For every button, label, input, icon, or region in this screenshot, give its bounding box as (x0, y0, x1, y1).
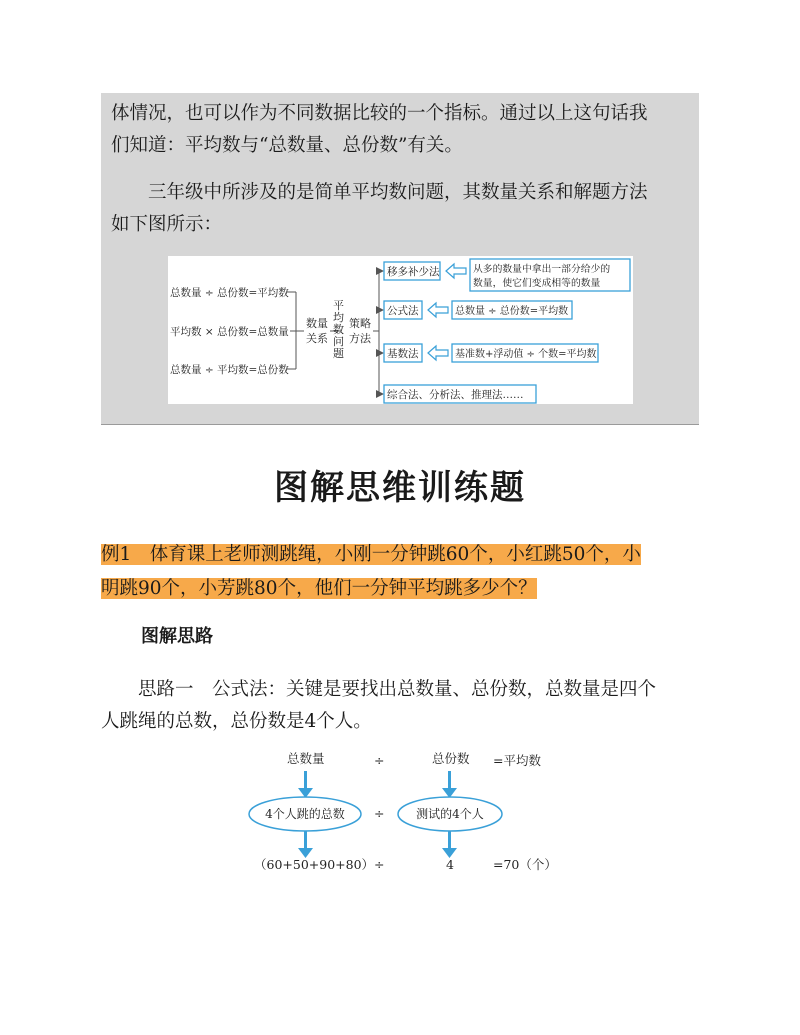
idea-1-paragraph (101, 674, 699, 738)
svg-text:均: 均 (333, 311, 344, 324)
center-label (333, 299, 344, 360)
svg-text:平: 平 (333, 299, 344, 312)
explain-yiduo-1: 从多的数量中拿出一部分给少的 (473, 264, 611, 275)
intro-paragraph-2 (111, 177, 695, 241)
average-problem-diagram (168, 256, 633, 404)
intro-line-2: 们知道：平均数与“总数量、总份数”有关。 (111, 135, 463, 156)
method-other: 综合法、分析法、推理法…… (387, 389, 524, 401)
formula-diagram (240, 745, 570, 880)
page-title: 图解思维训练题 (274, 468, 526, 508)
idea-1-line-1: 思路一 公式法：关键是要找出总数量、总份数，总数量是四个 (138, 679, 657, 700)
relation-3: 总数量 ÷ 平均数=总份数 (170, 364, 289, 376)
svg-text:数: 数 (333, 323, 344, 336)
top-right-label: =平均数 (493, 753, 541, 768)
top-left-label: 总数量 (287, 751, 325, 766)
bottom-op: ÷ (374, 857, 385, 872)
relation-2: 平均数 × 总份数=总数量 (170, 326, 289, 338)
method-gongshi: 公式法 (387, 305, 419, 317)
idea-1-line-2: 人跳绳的总数，总份数是4个人。 (101, 711, 372, 732)
intro-line-4: 如下图所示： (111, 214, 223, 235)
example-1 (101, 538, 699, 606)
strategy-label-2: 方法 (349, 332, 371, 345)
method-yiduo: 移多补少法 (387, 266, 440, 278)
relation-label-1: 数量 (306, 317, 328, 330)
oval-right-label: 测试的4个人 (416, 807, 484, 821)
strategy-label-1: 策略 (349, 317, 371, 330)
bottom-left-label: （60+50+90+80） (254, 857, 375, 872)
relation-label-2: 关系 (306, 332, 328, 345)
intro-line-1: 体情况，也可以作为不同数据比较的一个指标。通过以上这句话我 (111, 103, 648, 124)
example-line-2: 明跳90个，小芳跳80个，他们一分钟平均跳多少个？ (101, 578, 537, 599)
explain-yiduo-2: 数量，使它们变成相等的数量 (473, 278, 601, 289)
svg-text:问: 问 (333, 335, 344, 348)
section-subtitle: 图解思路 (141, 626, 213, 647)
example-line-1: 例1 体育课上老师测跳绳，小刚一分钟跳60个，小红跳50个，小 (101, 544, 641, 565)
method-bracket (373, 271, 382, 394)
oval-left-label: 4个人跳的总数 (265, 807, 345, 821)
mid-op: ÷ (374, 806, 385, 821)
svg-text:题: 题 (333, 347, 344, 360)
method-jishu: 基数法 (387, 348, 419, 360)
explain-gongshi: 总数量 ÷ 总份数=平均数 (455, 306, 569, 317)
explain-jishu: 基准数+浮动值 ÷ 个数=平均数 (455, 349, 597, 360)
relation-1: 总数量 ÷ 总份数=平均数 (170, 287, 289, 299)
intro-line-3: 三年级中所涉及的是简单平均数问题，其数量关系和解题方法 (148, 182, 648, 203)
top-mid-label: 总份数 (432, 751, 470, 766)
top-op: ÷ (374, 753, 385, 768)
intro-paragraph (111, 98, 695, 162)
bottom-mid-label: 4 (446, 857, 454, 872)
bottom-right-label: =70（个） (493, 857, 557, 872)
